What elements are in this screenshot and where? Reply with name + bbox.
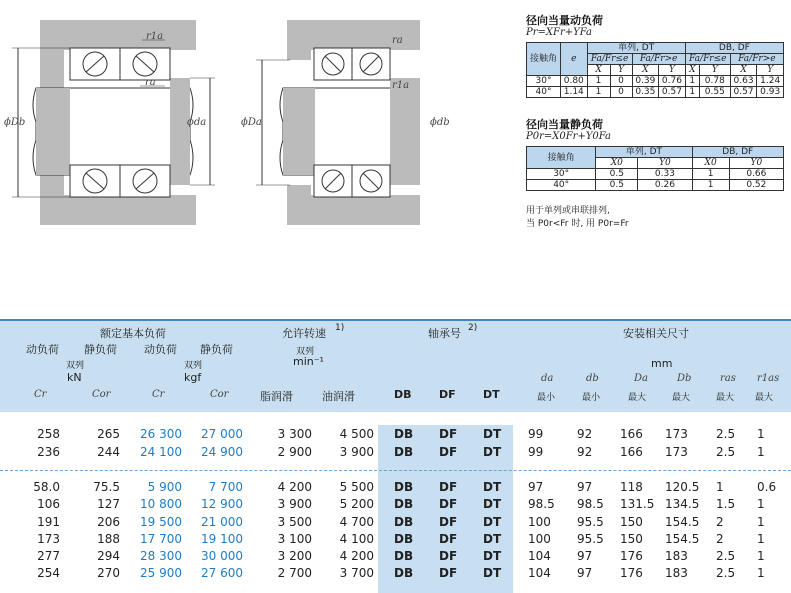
cell-bearing-db: DB [394, 549, 414, 563]
cell-speed-grease: 3 300 [277, 427, 312, 441]
cell-db-min: 97 [577, 566, 593, 580]
cell: 1.24 [757, 76, 784, 87]
cell-cr-kn: 106 [37, 497, 60, 511]
cell-db-min: 97 [577, 549, 593, 563]
cell-cr-kn: 258 [37, 427, 60, 441]
cell-Db-max: 183 [665, 566, 688, 580]
cell-bearing-dt: DT [483, 445, 502, 459]
cell: 1.14 [560, 87, 587, 98]
cell-db-min: 92 [577, 427, 593, 441]
th-sta-kn: 静负荷 [84, 343, 117, 356]
cell-speed-grease: 3 500 [277, 515, 312, 529]
th-cond-le-2: Fa/Fr≤e [685, 54, 730, 65]
th-speed: 允许转速 [282, 327, 326, 340]
cell-cr-kgf: 26 300 [140, 427, 182, 441]
cell-cor-kn: 188 [97, 532, 120, 546]
cell-cr-kgf: 25 900 [140, 566, 182, 580]
cell-cor-kgf: 21 000 [201, 515, 243, 529]
cell-cr-kn: 58.0 [33, 480, 60, 494]
cell: 0 [610, 87, 632, 98]
cell-cor-kgf: 27 600 [201, 566, 243, 580]
cell: 0.55 [699, 87, 730, 98]
label-ra-left: ra [145, 77, 156, 88]
cell: 1 [685, 87, 699, 98]
cell-Da-max: 131.5 [620, 497, 655, 511]
th-cond-le-1: Fa/Fr≤e [587, 54, 632, 65]
cell-Db-max: 154.5 [665, 532, 700, 546]
th-contact-angle: 接触角 [527, 43, 561, 76]
cell-Da-max: 150 [620, 515, 643, 529]
cell: 0.78 [699, 76, 730, 87]
cell-bearing-df: DF [439, 515, 458, 529]
th-y0: Y0 [729, 158, 783, 169]
cell-Da-max: 166 [620, 427, 643, 441]
cell-cr-kn: 236 [37, 445, 60, 459]
cell: 0 [610, 76, 632, 87]
th-unit-kn: kN [67, 371, 82, 384]
cell-bearing-db: DB [394, 497, 414, 511]
cell-r1as-max: 0.6 [757, 480, 777, 494]
cell-cor-kgf: 12 900 [201, 497, 243, 511]
cell: 0.76 [659, 76, 686, 87]
th-x0: X0 [692, 158, 729, 169]
cell-speed-oil: 4 200 [339, 549, 374, 563]
th-oil: 油润滑 [322, 390, 355, 403]
cell-cr-kn: 173 [37, 532, 60, 546]
th-bearing: 轴承号 [428, 327, 461, 340]
th-x: X [730, 65, 757, 76]
cell: 0.57 [659, 87, 686, 98]
th-y: Y [610, 65, 632, 76]
cell-bearing-dt: DT [483, 566, 502, 580]
cell-bearing-df: DF [439, 480, 458, 494]
cell-db-min: 97 [577, 480, 593, 494]
cell: 30° [527, 169, 596, 180]
cell: 0.39 [632, 76, 659, 87]
cell-da-min: 104 [528, 549, 551, 563]
cell-da-min: 99 [528, 445, 544, 459]
dynamic-row-40 [527, 87, 784, 98]
th-double: DB, DF [692, 147, 783, 158]
cell-bearing-df: DF [439, 566, 458, 580]
th-double-kgf: 双列 [184, 361, 203, 371]
th-df: DF [439, 388, 456, 401]
cell-da-min: 98.5 [528, 497, 555, 511]
th-max-Db: 最大 [672, 393, 691, 403]
cell-ras-max: 2 [716, 515, 724, 529]
cell-bearing-dt: DT [483, 549, 502, 563]
cell-cr-kn: 277 [37, 549, 60, 563]
th-y: Y [659, 65, 686, 76]
cell: 1 [587, 87, 610, 98]
th-bearing-sup: 2) [468, 323, 478, 333]
cell-db-min: 95.5 [577, 515, 604, 529]
th-double: DB, DF [685, 43, 783, 54]
cell-Db-max: 173 [665, 445, 688, 459]
th-dyn-kn: 动负荷 [26, 343, 59, 356]
cell-r1as-max: 1 [757, 532, 765, 546]
th-da: da [541, 373, 554, 384]
cell-Db-max: 173 [665, 427, 688, 441]
th-min-db: 最小 [582, 393, 601, 403]
cell-ras-max: 2.5 [716, 549, 736, 563]
cell-db-min: 92 [577, 445, 593, 459]
cell-cr-kn: 191 [37, 515, 60, 529]
cell-da-min: 97 [528, 480, 544, 494]
dynamic-load-title: 径向当量动负荷 [526, 14, 603, 27]
cell-Da-max: 176 [620, 549, 643, 563]
th-x0: X0 [596, 158, 638, 169]
cell: 30° [527, 76, 561, 87]
cell: 0.5 [596, 180, 638, 191]
th-mm: mm [651, 357, 673, 370]
cell-r1as-max: 1 [757, 566, 765, 580]
th-speed-unit: min⁻¹ [293, 355, 324, 368]
th-y0: Y0 [638, 158, 692, 169]
th-cond-gt-2: Fa/Fr>e [730, 54, 783, 65]
th-dyn-kgf: 动负荷 [144, 343, 177, 356]
static-row-40 [527, 180, 784, 191]
cell-Db-max: 183 [665, 549, 688, 563]
cell-ras-max: 2.5 [716, 566, 736, 580]
cell-bearing-db: DB [394, 445, 414, 459]
cell-r1as-max: 1 [757, 427, 765, 441]
cell-da-min: 99 [528, 427, 544, 441]
th-max-Da: 最大 [628, 393, 647, 403]
th-r1as: r1as [757, 373, 780, 384]
cell: 0.93 [757, 87, 784, 98]
th-dt: DT [483, 388, 500, 401]
cell-cr-kn: 254 [37, 566, 60, 580]
cell-speed-grease: 3 100 [277, 532, 312, 546]
th-y: Y [699, 65, 730, 76]
cell-da-min: 100 [528, 532, 551, 546]
cell-speed-grease: 3 900 [277, 497, 312, 511]
th-Da: Da [634, 373, 648, 384]
cell-r1as-max: 1 [757, 549, 765, 563]
static-load-table [526, 146, 784, 191]
cell-speed-grease: 4 200 [277, 480, 312, 494]
cell: 0.80 [560, 76, 587, 87]
cell-Da-max: 176 [620, 566, 643, 580]
cell-ras-max: 1.5 [716, 497, 736, 511]
cell-speed-oil: 5 500 [339, 480, 374, 494]
cell-ras-max: 2.5 [716, 427, 736, 441]
cell-bearing-db: DB [394, 566, 414, 580]
cell-speed-oil: 3 900 [339, 445, 374, 459]
th-cond-gt-1: Fa/Fr>e [632, 54, 685, 65]
cell-speed-oil: 4 700 [339, 515, 374, 529]
cell-cor-kn: 127 [97, 497, 120, 511]
cell-cor-kn: 270 [97, 566, 120, 580]
cell-r1as-max: 1 [757, 445, 765, 459]
cell: 0.35 [632, 87, 659, 98]
th-x: X [632, 65, 659, 76]
cell-cor-kgf: 30 000 [201, 549, 243, 563]
dynamic-row-30 [527, 76, 784, 87]
static-load-formula: P0r=X0Fr+Y0Fa [526, 131, 612, 142]
th-db-sym: db [586, 373, 599, 384]
cell: 0.33 [638, 169, 692, 180]
cell-bearing-db: DB [394, 480, 414, 494]
cell-Db-max: 154.5 [665, 515, 700, 529]
left-mounting-diagram [12, 20, 215, 225]
th-max-ras: 最大 [716, 393, 735, 403]
cell-r1as-max: 1 [757, 515, 765, 529]
th-y: Y [757, 65, 784, 76]
cell-bearing-df: DF [439, 427, 458, 441]
label-da: ϕda [187, 117, 207, 128]
dynamic-load-table [526, 42, 784, 98]
cell-db-min: 95.5 [577, 532, 604, 546]
cell-bearing-dt: DT [483, 515, 502, 529]
th-single: 单列, DT [587, 43, 685, 54]
cell: 40° [527, 180, 596, 191]
cell-da-min: 104 [528, 566, 551, 580]
cell-cor-kn: 265 [97, 427, 120, 441]
th-unit-kgf: kgf [184, 371, 202, 384]
cell: 1 [685, 76, 699, 87]
cell-Da-max: 150 [620, 532, 643, 546]
cell-ras-max: 2.5 [716, 445, 736, 459]
th-max-r1as: 最大 [755, 393, 774, 403]
cell-speed-oil: 5 200 [339, 497, 374, 511]
cell-bearing-dt: DT [483, 427, 502, 441]
note-line-2: 当 P0r<Fr 时, 用 P0r=Fr [526, 219, 629, 229]
cell: 0.52 [729, 180, 783, 191]
cell-db-min: 98.5 [577, 497, 604, 511]
th-double-kn: 双列 [66, 361, 85, 371]
cell-bearing-dt: DT [483, 532, 502, 546]
th-mount: 安装相关尺寸 [623, 327, 689, 340]
static-row-30 [527, 169, 784, 180]
th-x: X [587, 65, 610, 76]
cell-bearing-db: DB [394, 532, 414, 546]
cell: 0.63 [730, 76, 757, 87]
th-Db: Db [677, 373, 692, 384]
th-min-da: 最小 [537, 393, 556, 403]
cell: 1 [692, 180, 729, 191]
cell: 0.57 [730, 87, 757, 98]
th-sta-kgf: 静负荷 [200, 343, 233, 356]
th-grease: 脂润滑 [260, 390, 293, 403]
cell: 1 [587, 76, 610, 87]
cell-speed-grease: 2 700 [277, 566, 312, 580]
note-line-1: 用于单列或串联排列, [526, 206, 610, 216]
cell-bearing-df: DF [439, 497, 458, 511]
cell-speed-oil: 4 500 [339, 427, 374, 441]
cell-cr-kgf: 19 500 [140, 515, 182, 529]
th-cor-kgf: Cor [210, 389, 229, 400]
cell-Da-max: 166 [620, 445, 643, 459]
cell-cr-kgf: 24 100 [140, 445, 182, 459]
cell-cr-kgf: 10 800 [140, 497, 182, 511]
cell-Da-max: 118 [620, 480, 643, 494]
cell-speed-grease: 3 200 [277, 549, 312, 563]
th-speed-double: 双列 [296, 347, 315, 357]
cell-bearing-db: DB [394, 427, 414, 441]
label-ra-right: ra [392, 35, 403, 46]
cell-ras-max: 1 [716, 480, 724, 494]
label-Db: ϕDb [4, 117, 26, 128]
cell-cr-kgf: 17 700 [140, 532, 182, 546]
label-Da: ϕDa [241, 117, 262, 128]
th-e: e [560, 43, 587, 76]
cell-Db-max: 120.5 [665, 480, 700, 494]
th-x: X [685, 65, 699, 76]
th-cr-kgf: Cr [152, 389, 165, 400]
cell-cor-kgf: 19 100 [201, 532, 243, 546]
cell-cor-kn: 75.5 [93, 480, 120, 494]
static-load-title: 径向当量静负荷 [526, 118, 603, 131]
th-basic-load: 额定基本负荷 [100, 327, 166, 340]
label-r1a-right: r1a [392, 80, 410, 91]
cell-da-min: 100 [528, 515, 551, 529]
cell-cor-kgf: 27 000 [201, 427, 243, 441]
cell-bearing-dt: DT [483, 480, 502, 494]
cell-bearing-dt: DT [483, 497, 502, 511]
cell-Db-max: 134.5 [665, 497, 700, 511]
cell-bearing-df: DF [439, 532, 458, 546]
cell-bearing-df: DF [439, 445, 458, 459]
cell-ras-max: 2 [716, 532, 724, 546]
cell: 0.66 [729, 169, 783, 180]
cell-bearing-db: DB [394, 515, 414, 529]
th-single: 单列, DT [596, 147, 692, 158]
bearing-mounting-diagrams [0, 0, 420, 240]
cell: 0.5 [596, 169, 638, 180]
th-db: DB [394, 388, 412, 401]
cell-cor-kn: 294 [97, 549, 120, 563]
th-contact-angle: 接触角 [527, 147, 596, 169]
group-separator [0, 470, 791, 471]
th-cor-kn: Cor [92, 389, 111, 400]
label-r1a-left: r1a [146, 31, 164, 42]
cell-cor-kn: 206 [97, 515, 120, 529]
th-ras: ras [720, 373, 736, 384]
dynamic-load-formula: Pr=XFr+YFa [526, 27, 592, 38]
cell-bearing-df: DF [439, 549, 458, 563]
cell-cr-kgf: 28 300 [140, 549, 182, 563]
cell-cr-kgf: 5 900 [147, 480, 182, 494]
cell: 0.26 [638, 180, 692, 191]
cell-speed-grease: 2 900 [277, 445, 312, 459]
cell-speed-oil: 4 100 [339, 532, 374, 546]
cell-speed-oil: 3 700 [339, 566, 374, 580]
right-mounting-diagram [256, 20, 420, 225]
cell-cor-kn: 244 [97, 445, 120, 459]
cell-r1as-max: 1 [757, 497, 765, 511]
cell-cor-kgf: 24 900 [201, 445, 243, 459]
th-speed-sup: 1) [335, 323, 345, 333]
cell-cor-kgf: 7 700 [208, 480, 243, 494]
label-db: ϕdb [430, 117, 450, 128]
cell: 40° [527, 87, 561, 98]
th-cr-kn: Cr [34, 389, 47, 400]
cell: 1 [692, 169, 729, 180]
